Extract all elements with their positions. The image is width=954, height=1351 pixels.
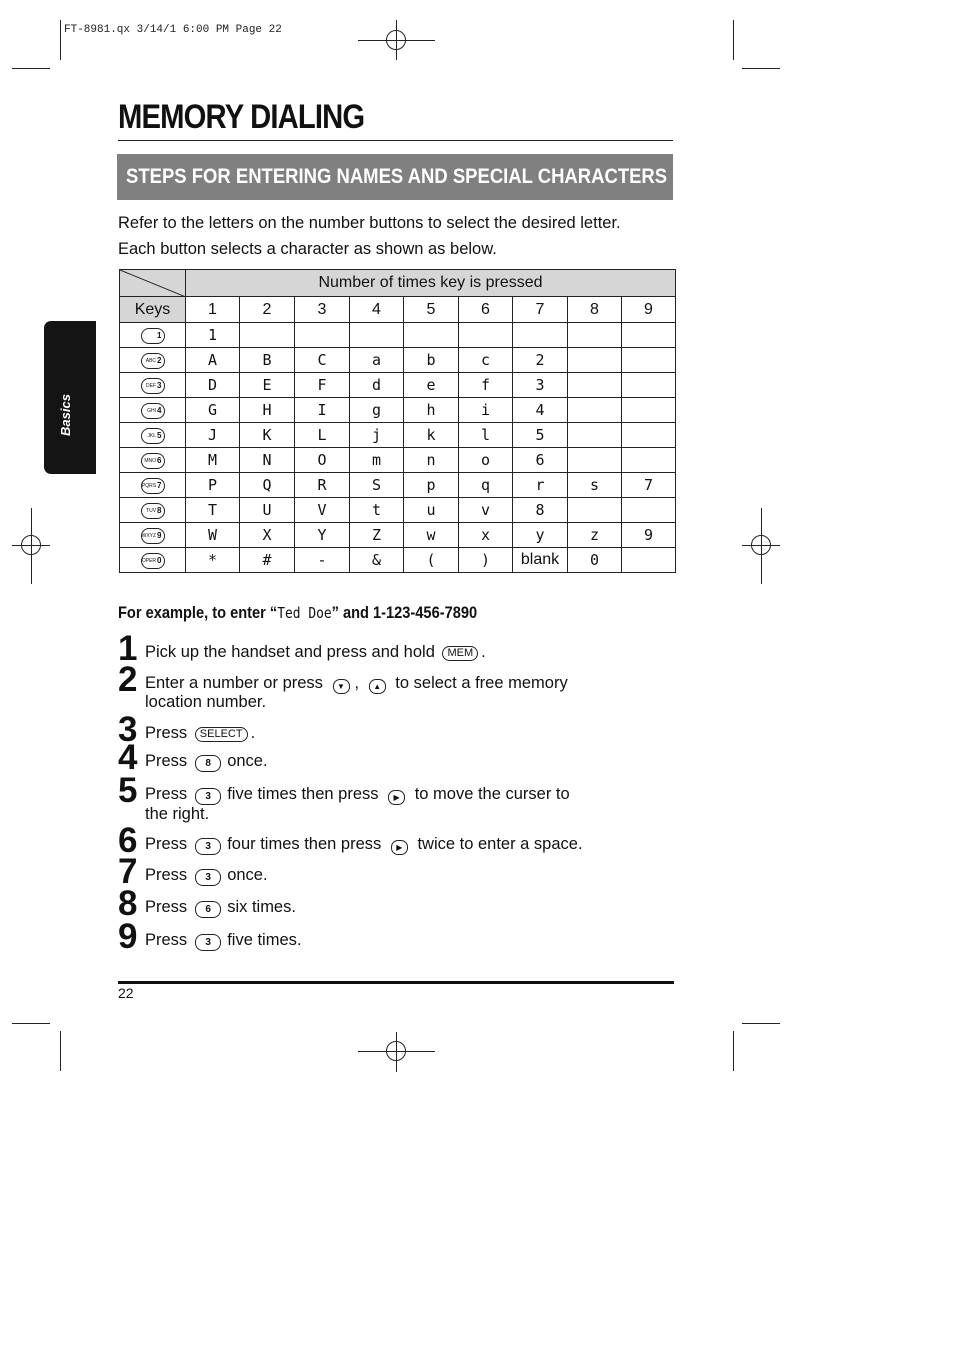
intro-line: Each button selects a character as shown as below. bbox=[118, 240, 497, 258]
mem-button-icon: MEM bbox=[442, 646, 478, 661]
table-corner bbox=[120, 270, 186, 297]
key-digit: 5 bbox=[157, 430, 162, 440]
page-number: 22 bbox=[118, 985, 134, 1001]
character-cell: C bbox=[295, 348, 350, 373]
step-text-part: Enter a number or press bbox=[145, 674, 323, 692]
table-row bbox=[120, 448, 676, 473]
phone-key-icon bbox=[141, 503, 165, 519]
character-cell: l bbox=[459, 423, 513, 448]
step-number: 5 bbox=[118, 771, 138, 810]
example-prefix: For example, to enter “ bbox=[118, 603, 278, 622]
key-letters: WXYZ bbox=[141, 532, 157, 539]
character-cell: U bbox=[240, 498, 295, 523]
step-text-part: Press bbox=[145, 752, 188, 770]
step-text-part: Press bbox=[145, 785, 188, 803]
character-cell bbox=[295, 323, 350, 348]
crop-mark bbox=[60, 20, 61, 60]
character-cell: 8 bbox=[513, 498, 568, 523]
print-slug: FT-8981.qx 3/14/1 6:00 PM Page 22 bbox=[64, 24, 282, 36]
character-cell: & bbox=[350, 548, 404, 573]
registration-circle bbox=[21, 535, 41, 555]
step-text-part: four times then press bbox=[227, 835, 382, 853]
character-cell: f bbox=[459, 373, 513, 398]
key-cell bbox=[120, 473, 186, 498]
keys-header: Keys bbox=[120, 297, 186, 323]
character-cell bbox=[568, 373, 622, 398]
character-cell: x bbox=[459, 523, 513, 548]
step-text-part: to select a free memory bbox=[395, 674, 568, 692]
table-row bbox=[120, 348, 676, 373]
key-cell bbox=[120, 523, 186, 548]
registration-circle bbox=[386, 30, 406, 50]
number-key-3-icon: 3 bbox=[195, 934, 221, 951]
character-cell: Q bbox=[240, 473, 295, 498]
column-header: 9 bbox=[622, 297, 676, 323]
column-header: 8 bbox=[568, 297, 622, 323]
phone-key-icon bbox=[141, 328, 165, 344]
key-letters: GHI bbox=[147, 407, 157, 414]
table-row bbox=[120, 473, 676, 498]
column-header: 2 bbox=[240, 297, 295, 323]
section-side-tab bbox=[44, 321, 96, 474]
footer-divider bbox=[118, 981, 674, 984]
step-number: 7 bbox=[118, 852, 138, 891]
character-cell bbox=[350, 323, 404, 348]
phone-key-icon bbox=[141, 353, 165, 369]
number-key-3-icon: 3 bbox=[195, 838, 221, 855]
key-cell bbox=[120, 498, 186, 523]
title-divider bbox=[118, 140, 673, 141]
step-text-part: Pick up the handset and press and hold bbox=[145, 643, 435, 661]
step-text-line2: location number. bbox=[145, 693, 267, 711]
step-text-part: six times. bbox=[227, 898, 296, 916]
character-cell: p bbox=[404, 473, 459, 498]
character-cell: j bbox=[350, 423, 404, 448]
character-cell: Z bbox=[350, 523, 404, 548]
character-cell: d bbox=[350, 373, 404, 398]
character-cell: K bbox=[240, 423, 295, 448]
character-cell: 7 bbox=[622, 473, 676, 498]
column-header: 5 bbox=[404, 297, 459, 323]
character-cell: Y bbox=[295, 523, 350, 548]
character-cell: 1 bbox=[186, 323, 240, 348]
character-cell: blank bbox=[513, 548, 568, 573]
character-cell bbox=[513, 323, 568, 348]
character-cell: P bbox=[186, 473, 240, 498]
step-text-part: Press bbox=[145, 898, 188, 916]
step-text bbox=[145, 674, 568, 694]
character-cell: L bbox=[295, 423, 350, 448]
step-text-part: Press bbox=[145, 866, 188, 884]
number-key-8-icon: 8 bbox=[195, 755, 221, 772]
character-cell bbox=[568, 448, 622, 473]
down-arrow-key-icon: ▼ bbox=[333, 679, 350, 694]
step-text-part: once. bbox=[227, 866, 268, 884]
key-cell bbox=[120, 348, 186, 373]
character-cell: S bbox=[350, 473, 404, 498]
key-digit: 4 bbox=[157, 405, 162, 415]
key-letters: TUV bbox=[146, 507, 157, 514]
crop-mark bbox=[733, 1031, 734, 1071]
step-number: 9 bbox=[118, 917, 138, 956]
intro-text bbox=[118, 210, 621, 262]
character-cell: R bbox=[295, 473, 350, 498]
character-cell: 0 bbox=[568, 548, 622, 573]
key-digit: 6 bbox=[157, 455, 162, 465]
phone-key-icon bbox=[141, 428, 165, 444]
step-text bbox=[145, 643, 486, 662]
character-cell: ) bbox=[459, 548, 513, 573]
up-arrow-key-icon: ▲ bbox=[369, 679, 386, 694]
key-letters: ABC bbox=[145, 357, 157, 364]
character-cell: J bbox=[186, 423, 240, 448]
key-digit: 1 bbox=[157, 330, 162, 340]
character-table bbox=[119, 269, 676, 573]
character-cell bbox=[622, 373, 676, 398]
character-cell bbox=[622, 423, 676, 448]
step-text-part: once. bbox=[227, 752, 268, 770]
step-text-part: five times then press bbox=[227, 785, 379, 803]
step-number: 4 bbox=[118, 738, 138, 777]
side-tab-label: Basics bbox=[58, 394, 73, 436]
step-number: 2 bbox=[118, 660, 138, 699]
number-key-6-icon: 6 bbox=[195, 901, 221, 918]
character-cell: k bbox=[404, 423, 459, 448]
key-letters: PQRS bbox=[141, 482, 157, 489]
example-heading bbox=[118, 603, 477, 623]
phone-key-icon bbox=[141, 478, 165, 494]
step-number: 6 bbox=[118, 821, 138, 860]
character-cell: i bbox=[459, 398, 513, 423]
step-text-line2: the right. bbox=[145, 805, 210, 823]
step-text-part: . bbox=[481, 643, 486, 661]
key-digit: 9 bbox=[157, 530, 162, 540]
character-cell: 9 bbox=[622, 523, 676, 548]
character-cell bbox=[622, 448, 676, 473]
crop-mark bbox=[12, 1023, 50, 1024]
step-text-part: Press bbox=[145, 724, 188, 742]
step-text-part: to move the curser to bbox=[414, 785, 570, 803]
table-header: Number of times key is pressed bbox=[186, 270, 676, 297]
key-digit: 2 bbox=[157, 355, 162, 365]
character-cell: N bbox=[240, 448, 295, 473]
phone-key-icon bbox=[141, 553, 165, 569]
step-text bbox=[145, 866, 268, 886]
character-cell: g bbox=[350, 398, 404, 423]
character-cell: c bbox=[459, 348, 513, 373]
character-cell: v bbox=[459, 498, 513, 523]
character-cell: E bbox=[240, 373, 295, 398]
step-text bbox=[145, 898, 296, 918]
example-name: Ted Doe bbox=[277, 604, 332, 622]
character-cell bbox=[568, 398, 622, 423]
step-text-part: . bbox=[250, 724, 256, 742]
phone-key-icon bbox=[141, 403, 165, 419]
character-cell: 2 bbox=[513, 348, 568, 373]
character-cell: b bbox=[404, 348, 459, 373]
example-suffix: ” and 1-123-456-7890 bbox=[331, 603, 478, 622]
character-cell bbox=[404, 323, 459, 348]
character-cell: D bbox=[186, 373, 240, 398]
key-cell bbox=[120, 398, 186, 423]
table-row bbox=[120, 323, 676, 348]
step-text bbox=[145, 931, 301, 951]
character-cell: e bbox=[404, 373, 459, 398]
character-cell: X bbox=[240, 523, 295, 548]
character-cell: * bbox=[186, 548, 240, 573]
key-digit: 7 bbox=[157, 480, 162, 490]
character-cell: m bbox=[350, 448, 404, 473]
section-banner-text: STEPS FOR ENTERING NAMES AND SPECIAL CHARACTERS bbox=[126, 165, 668, 188]
crop-mark bbox=[742, 1023, 780, 1024]
crop-mark bbox=[733, 20, 734, 60]
crop-mark bbox=[60, 1031, 61, 1071]
character-cell bbox=[459, 323, 513, 348]
character-cell: I bbox=[295, 398, 350, 423]
character-cell: A bbox=[186, 348, 240, 373]
step-text-part: twice to enter a space. bbox=[417, 835, 583, 853]
table-row bbox=[120, 523, 676, 548]
character-cell: a bbox=[350, 348, 404, 373]
character-cell: 3 bbox=[513, 373, 568, 398]
column-header: 1 bbox=[186, 297, 240, 323]
right-arrow-key-icon: ▶ bbox=[388, 790, 405, 805]
table-row bbox=[120, 498, 676, 523]
key-cell bbox=[120, 323, 186, 348]
character-cell: n bbox=[404, 448, 459, 473]
character-cell bbox=[622, 323, 676, 348]
character-cell: q bbox=[459, 473, 513, 498]
column-header: 3 bbox=[295, 297, 350, 323]
character-cell: B bbox=[240, 348, 295, 373]
character-cell: M bbox=[186, 448, 240, 473]
right-arrow-key-icon: ▶ bbox=[391, 840, 408, 855]
character-cell bbox=[568, 348, 622, 373]
character-cell: t bbox=[350, 498, 404, 523]
key-digit: 3 bbox=[157, 380, 162, 390]
key-letters: MNO bbox=[144, 457, 157, 464]
step-text bbox=[145, 785, 570, 805]
step-number: 1 bbox=[118, 629, 138, 668]
character-cell: # bbox=[240, 548, 295, 573]
crop-mark bbox=[742, 68, 780, 69]
page-title: MEMORY DIALING bbox=[118, 98, 365, 136]
character-cell bbox=[568, 423, 622, 448]
character-cell: O bbox=[295, 448, 350, 473]
character-cell: F bbox=[295, 373, 350, 398]
number-key-3-icon: 3 bbox=[195, 788, 221, 805]
registration-circle bbox=[751, 535, 771, 555]
character-cell: r bbox=[513, 473, 568, 498]
character-cell bbox=[622, 348, 676, 373]
column-header: 4 bbox=[350, 297, 404, 323]
number-key-3-icon: 3 bbox=[195, 869, 221, 886]
table-row bbox=[120, 548, 676, 573]
character-cell: y bbox=[513, 523, 568, 548]
character-cell: 6 bbox=[513, 448, 568, 473]
intro-line: Refer to the letters on the number buttons to select the desired letter. bbox=[118, 214, 621, 232]
table-row bbox=[120, 398, 676, 423]
crop-mark bbox=[12, 68, 50, 69]
character-cell: V bbox=[295, 498, 350, 523]
character-cell: h bbox=[404, 398, 459, 423]
key-cell bbox=[120, 373, 186, 398]
character-cell: - bbox=[295, 548, 350, 573]
table-row bbox=[120, 423, 676, 448]
key-digit: 0 bbox=[157, 555, 162, 565]
phone-key-icon bbox=[141, 453, 165, 469]
phone-key-icon bbox=[141, 528, 165, 544]
character-cell: 4 bbox=[513, 398, 568, 423]
step-text bbox=[145, 724, 255, 743]
phone-key-icon bbox=[141, 378, 165, 394]
character-cell: w bbox=[404, 523, 459, 548]
character-cell: H bbox=[240, 398, 295, 423]
section-banner bbox=[117, 154, 673, 200]
character-cell bbox=[568, 323, 622, 348]
character-cell: z bbox=[568, 523, 622, 548]
key-digit: 8 bbox=[157, 505, 162, 515]
key-cell bbox=[120, 448, 186, 473]
step-text-part: , bbox=[354, 674, 360, 692]
step-text bbox=[145, 835, 583, 855]
character-cell bbox=[622, 548, 676, 573]
step-text-part: Press bbox=[145, 835, 188, 853]
column-header: 7 bbox=[513, 297, 568, 323]
step-text-part: Press bbox=[145, 931, 188, 949]
step-text bbox=[145, 752, 268, 772]
character-cell: T bbox=[186, 498, 240, 523]
character-cell: o bbox=[459, 448, 513, 473]
registration-circle bbox=[386, 1041, 406, 1061]
key-cell bbox=[120, 548, 186, 573]
character-cell: G bbox=[186, 398, 240, 423]
character-cell: s bbox=[568, 473, 622, 498]
character-cell bbox=[568, 498, 622, 523]
key-cell bbox=[120, 423, 186, 448]
character-cell bbox=[622, 398, 676, 423]
step-number: 3 bbox=[118, 710, 138, 749]
table-row bbox=[120, 373, 676, 398]
character-cell bbox=[622, 498, 676, 523]
column-header: 6 bbox=[459, 297, 513, 323]
character-cell: ( bbox=[404, 548, 459, 573]
character-cell: u bbox=[404, 498, 459, 523]
key-letters: JKL bbox=[147, 432, 157, 439]
step-number: 8 bbox=[118, 884, 138, 923]
character-cell: 5 bbox=[513, 423, 568, 448]
character-cell bbox=[240, 323, 295, 348]
key-letters: OPER bbox=[141, 557, 157, 564]
step-text-part: five times. bbox=[227, 931, 302, 949]
character-cell: W bbox=[186, 523, 240, 548]
key-letters: DEF bbox=[146, 382, 157, 389]
select-button-icon: SELECT bbox=[195, 727, 248, 742]
